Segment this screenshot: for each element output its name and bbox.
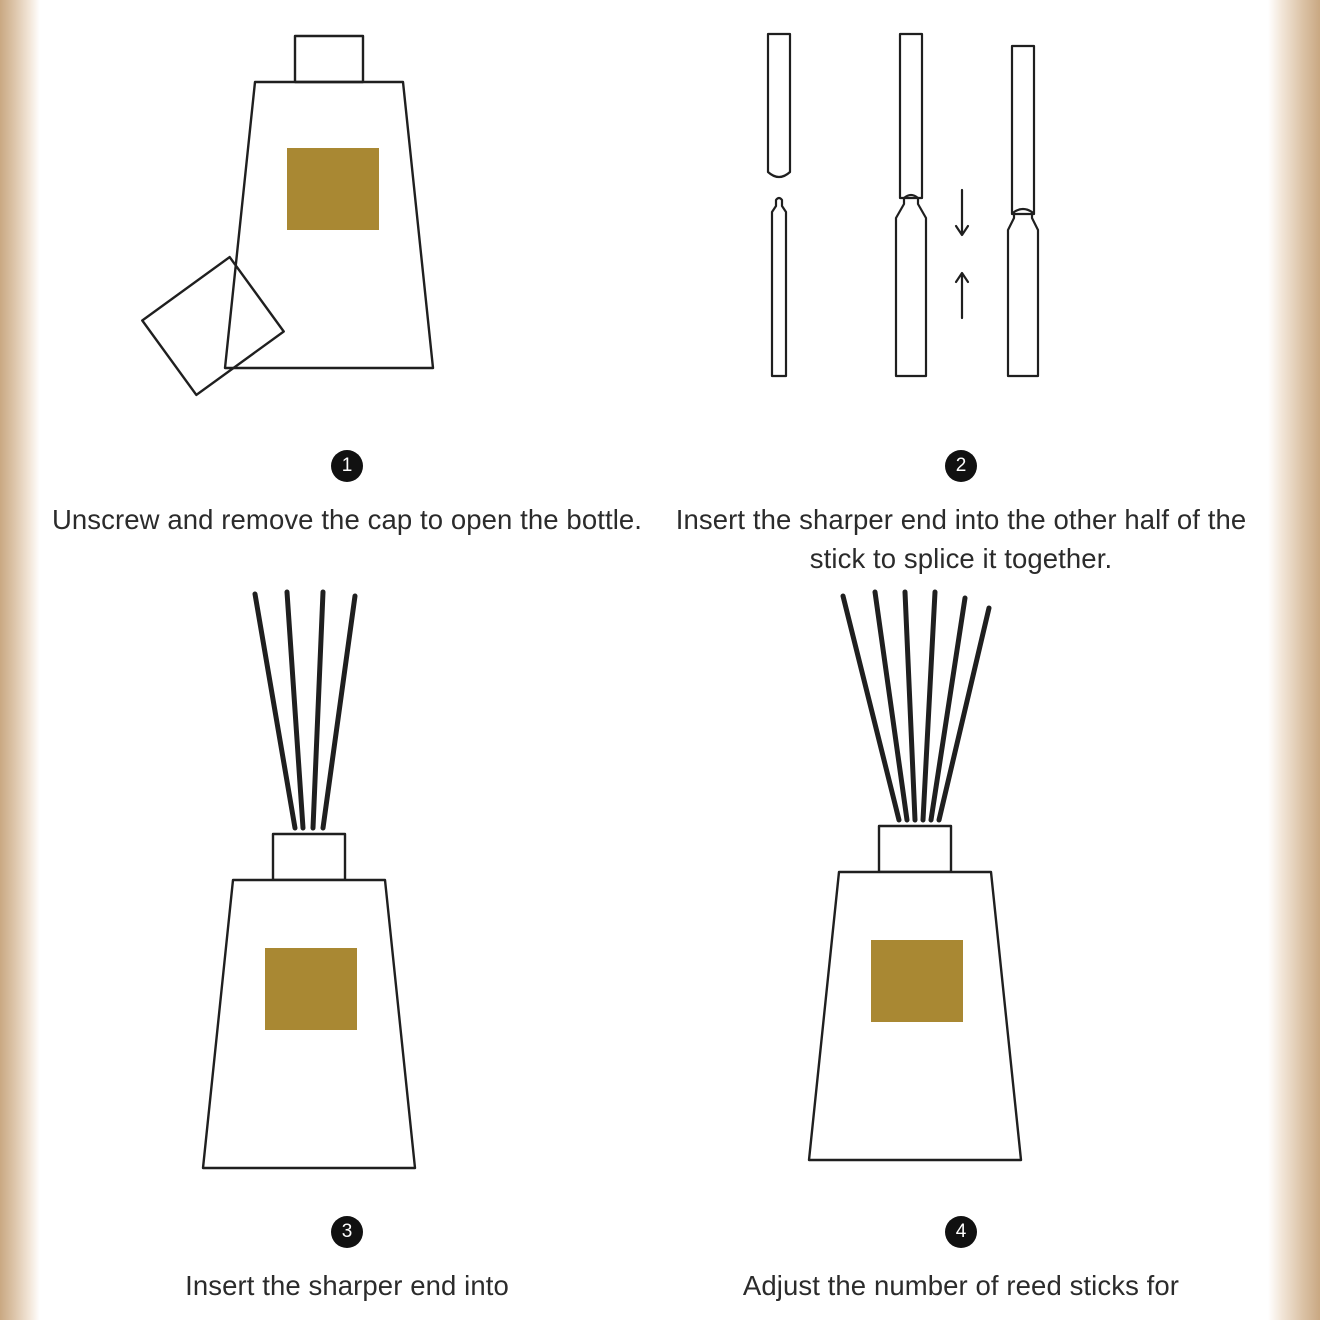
step-1 xyxy=(40,0,654,578)
left-border-decoration xyxy=(0,0,40,1320)
step-2-illustration xyxy=(654,0,1268,428)
bottle-with-six-reeds-icon xyxy=(751,586,1171,1186)
bottle-label xyxy=(871,940,963,1022)
step-3 xyxy=(40,578,654,1320)
steps-grid xyxy=(40,0,1268,1320)
bottle-with-four-reeds-icon xyxy=(137,586,557,1186)
step-4-caption: Adjust the number of reed sticks for xyxy=(742,1270,1180,1301)
bottle-with-removed-cap-icon xyxy=(137,28,557,408)
step-1-illustration xyxy=(40,0,654,428)
bottle-label xyxy=(287,148,379,230)
step-4-number: 4 xyxy=(945,1216,977,1248)
step-4-illustration xyxy=(654,578,1268,1206)
stick-splicing-icon xyxy=(746,28,1176,408)
bottle-label xyxy=(265,948,357,1030)
step-2-number: 2 xyxy=(945,450,977,482)
step-3-illustration xyxy=(40,578,654,1206)
step-3-number: 3 xyxy=(331,1216,363,1248)
step-1-number: 1 xyxy=(331,450,363,482)
step-2-caption: Insert the sharper end into the other half of the stick to splice it together. xyxy=(675,503,1247,574)
step-4 xyxy=(654,578,1268,1320)
right-border-decoration xyxy=(1268,0,1320,1320)
step-2 xyxy=(654,0,1268,578)
step-1-caption: Unscrew and remove the cap to open the bottle. xyxy=(51,504,643,535)
step-3-caption: Insert the sharper end into xyxy=(185,1270,509,1301)
